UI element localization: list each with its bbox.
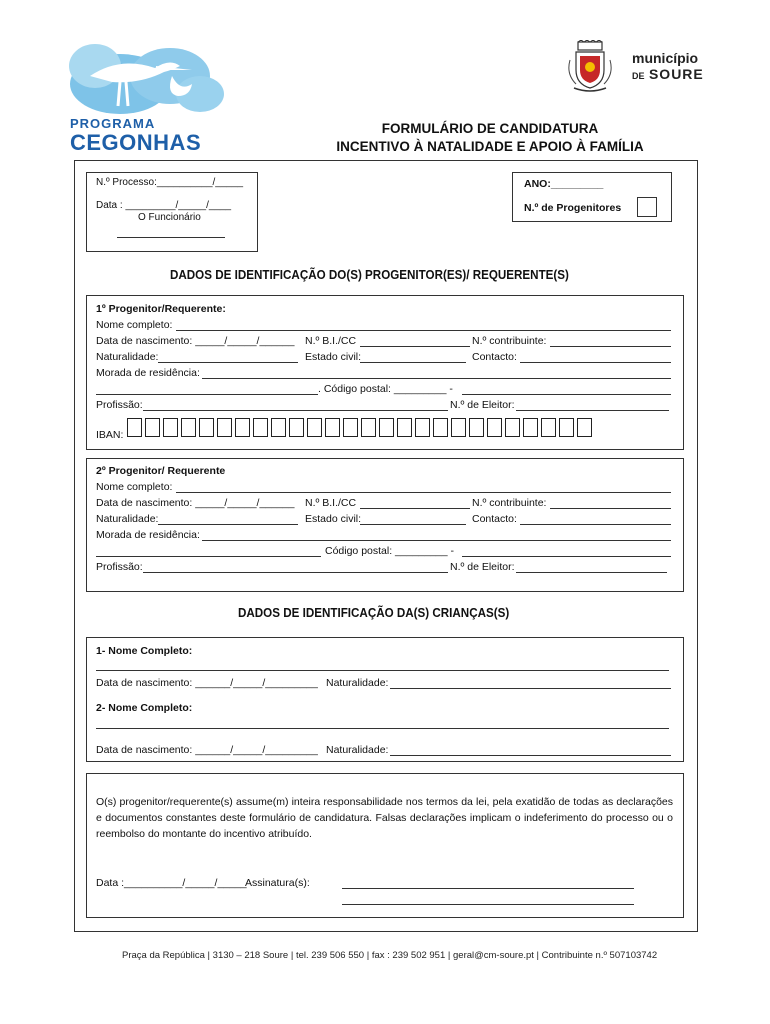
iban-cell[interactable] [181, 418, 196, 437]
municipio-line2: SOURE [648, 66, 704, 82]
p1-bi-input[interactable] [360, 346, 470, 347]
iban-cell[interactable] [127, 418, 142, 437]
p1-profissao-label: Profissão: [96, 399, 143, 411]
p1-eleitor-input[interactable] [516, 410, 669, 411]
iban-cell[interactable] [325, 418, 340, 437]
p2-nascimento-field[interactable]: Data de nascimento: _____/_____/______ [96, 497, 295, 509]
progenitores-count-box[interactable] [637, 197, 657, 217]
p2-bi-label: N.º B.I./CC [305, 497, 357, 509]
p2-eleitor-input[interactable] [516, 572, 667, 573]
signature-line-2[interactable] [342, 904, 634, 905]
form-title-line2: INCENTIVO À NATALIDADE E APOIO À FAMÍLIA [336, 139, 644, 154]
p1-iban-label: IBAN: [96, 429, 124, 441]
p2-estado-input[interactable] [360, 524, 466, 525]
p2-naturalidade-label: Naturalidade: [96, 513, 159, 525]
iban-cell[interactable] [541, 418, 556, 437]
p1-eleitor-label: N.º de Eleitor: [450, 399, 515, 411]
iban-cell[interactable] [253, 418, 268, 437]
form-title-line1: FORMULÁRIO DE CANDIDATURA [381, 121, 599, 136]
iban-cell[interactable] [397, 418, 412, 437]
municipio-line1: município [632, 50, 699, 66]
p2-estado-label: Estado civil: [305, 513, 362, 525]
municipio-prefix: DE [632, 71, 645, 81]
iban-cell[interactable] [451, 418, 466, 437]
iban-cell[interactable] [469, 418, 484, 437]
iban-cell[interactable] [523, 418, 538, 437]
section-criancas-title: DADOS DE IDENTIFICAÇÃO DA(S) CRIANÇAS(S) [238, 606, 510, 620]
footer-address: Praça da República | 3130 – 218 Soure | tel. 239 506 550 | fax : 239 502 951 | geral@cm-soure.pt | Contribuinte n.º 507103742 [122, 950, 658, 961]
municipio-logo [566, 40, 706, 94]
child2-nascimento-field[interactable]: Data de nascimento: ______/_____/_________ [96, 744, 318, 756]
iban-cell[interactable] [145, 418, 160, 437]
declaration-text: O(s) progenitor/requerente(s) assume(m) inteira responsabilidade nos termos da lei, pela exatidão de todas as declarações e documentos constantes deste formulário de candidatura. Falsas declarações implicam o indeferimento do processo ou o reembolso do montante do incentivo atribuído. [96, 796, 673, 840]
p2-contribuinte-input[interactable] [550, 508, 671, 509]
p2-codigo-field[interactable]: Código postal: _________ - [325, 545, 455, 557]
processo-field[interactable]: N.º Processo:__________/_____ [96, 177, 244, 188]
p1-nome-input[interactable] [176, 330, 671, 331]
child2-heading: 2- Nome Completo: [96, 702, 193, 714]
p1-naturalidade-label: Naturalidade: [96, 351, 159, 363]
funcionario-signature-line[interactable] [117, 237, 225, 238]
p2-morada-label: Morada de residência: [96, 529, 200, 541]
p1-contribuinte-label: N.º contribuinte: [472, 335, 547, 347]
p2-heading: 2º Progenitor/ Requerente [96, 465, 226, 477]
p2-contacto-label: Contacto: [472, 513, 517, 525]
iban-cell[interactable] [235, 418, 250, 437]
p1-naturalidade-input[interactable] [158, 362, 298, 363]
iban-cell[interactable] [289, 418, 304, 437]
p2-bi-input[interactable] [360, 508, 470, 509]
child1-nome-input[interactable] [96, 670, 669, 671]
p1-contacto-label: Contacto: [472, 351, 517, 363]
iban-cell[interactable] [217, 418, 232, 437]
iban-cell[interactable] [361, 418, 376, 437]
p1-morada-input[interactable] [202, 378, 671, 379]
p1-bi-label: N.º B.I./CC [305, 335, 357, 347]
child1-naturalidade-label: Naturalidade: [326, 677, 389, 689]
p1-estado-label: Estado civil: [305, 351, 362, 363]
progenitores-label: N.º de Progenitores [524, 202, 622, 214]
stork-cloud-icon [60, 36, 230, 118]
iban-cell[interactable] [559, 418, 574, 437]
p2-contacto-input[interactable] [520, 524, 671, 525]
iban-cell[interactable] [271, 418, 286, 437]
p1-morada-input-2[interactable] [96, 394, 318, 395]
signature-line-1[interactable] [342, 888, 634, 889]
iban-cell[interactable] [487, 418, 502, 437]
logo-line1: PROGRAMA [70, 116, 156, 131]
programa-cegonhas-logo [60, 36, 230, 156]
p2-morada-input[interactable] [202, 540, 671, 541]
iban-cell[interactable] [505, 418, 520, 437]
p1-codigo-field[interactable]: . Código postal: _________ - [318, 383, 453, 395]
p1-heading: 1º Progenitor/Requerente: [96, 303, 226, 315]
iban-cell[interactable] [343, 418, 358, 437]
p1-nome-label: Nome completo: [96, 319, 173, 331]
iban-cell[interactable] [163, 418, 178, 437]
iban-cell[interactable] [433, 418, 448, 437]
funcionario-label: O Funcionário [138, 212, 201, 223]
p1-contacto-input[interactable] [520, 362, 671, 363]
section-progenitores-title: DADOS DE IDENTIFICAÇÃO DO(S) PROGENITOR(ES)/ REQUERENTE(S) [170, 268, 569, 282]
iban-cell[interactable] [577, 418, 592, 437]
p2-eleitor-label: N.º de Eleitor: [450, 561, 515, 573]
logo-line2: CEGONHAS [70, 130, 202, 155]
coat-of-arms-icon [566, 40, 614, 94]
iban-cell[interactable] [415, 418, 430, 437]
ano-field[interactable]: ANO:_________ [524, 178, 604, 190]
child2-naturalidade-input[interactable] [390, 755, 671, 756]
p2-nome-label: Nome completo: [96, 481, 173, 493]
child2-naturalidade-label: Naturalidade: [326, 744, 389, 756]
p2-localidade-input[interactable] [462, 556, 671, 557]
p1-nascimento-field[interactable]: Data de nascimento: _____/_____/______ [96, 335, 295, 347]
p1-estado-input[interactable] [360, 362, 466, 363]
p1-contribuinte-input[interactable] [550, 346, 671, 347]
signature-label: Assinatura(s): [245, 877, 310, 889]
p1-localidade-input[interactable] [462, 394, 671, 395]
p2-profissao-label: Profissão: [96, 561, 143, 573]
p1-iban-input[interactable] [127, 418, 599, 437]
child1-nascimento-field[interactable]: Data de nascimento: ______/_____/_________ [96, 677, 318, 689]
p2-contribuinte-label: N.º contribuinte: [472, 497, 547, 509]
child1-heading: 1- Nome Completo: [96, 645, 193, 657]
p1-morada-label: Morada de residência: [96, 367, 200, 379]
p2-profissao-input[interactable] [143, 572, 448, 573]
p2-naturalidade-input[interactable] [158, 524, 298, 525]
admin-date-field[interactable]: Data : _________/_____/____ [96, 200, 232, 211]
child2-nome-input[interactable] [96, 728, 669, 729]
iban-cell[interactable] [379, 418, 394, 437]
child1-naturalidade-input[interactable] [390, 688, 671, 689]
declaration-date-field[interactable]: Data :__________/_____/_____ [96, 877, 247, 889]
p2-nome-input[interactable] [176, 492, 671, 493]
iban-cell[interactable] [307, 418, 322, 437]
iban-cell[interactable] [199, 418, 214, 437]
p1-profissao-input[interactable] [143, 410, 448, 411]
p2-morada-input-2[interactable] [96, 556, 321, 557]
